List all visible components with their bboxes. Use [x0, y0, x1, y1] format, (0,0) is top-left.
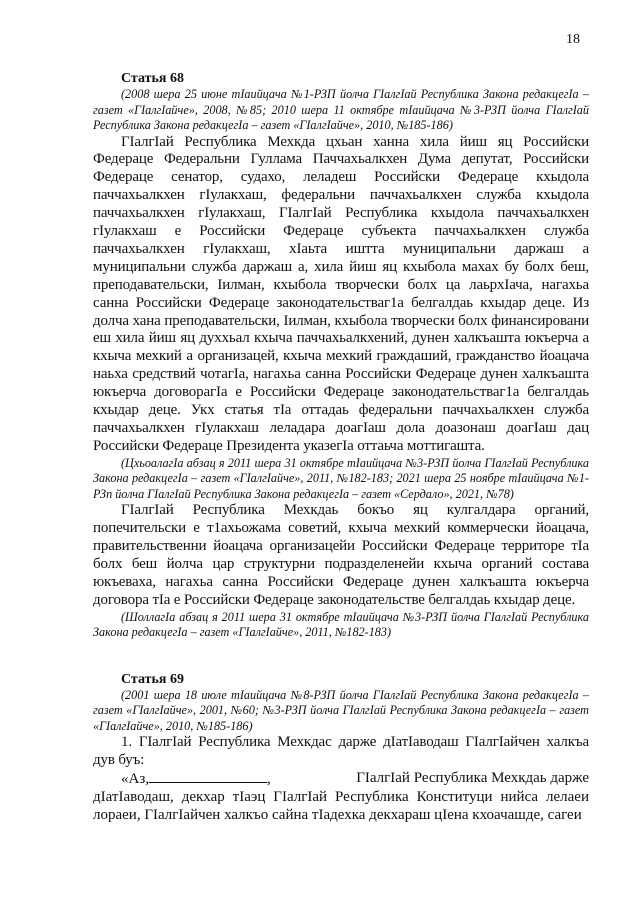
oath-mid: ГӀалгӀай Республика Мехкдаь дарже: [356, 770, 589, 787]
article-68-amendment-note-3: (ШоллагӀа абзац я 2011 шера 31 октябре тӀаийцача №3-РЗП йолча ГӀалгӀай Республика Закона редакцегӀа – газет «ГӀалгӀайче», 2011, №182-183): [93, 609, 589, 640]
oath-name-blank: [149, 770, 267, 783]
oath-first-line: [93, 770, 589, 789]
article-68-amendment-note: (2008 шера 25 июне тӀаийцача №1-РЗП йолча ГӀалгӀай Республика Закона редакцегӀа – газет «ГӀалгӀайче», 2008, №85; 2010 шера 11 октябре тӀаийцача №3-РЗП йолча ГӀалгӀай Республика Закона редакцегӀа – газет «ГӀалгӀайче», 2010, №185-186): [93, 87, 589, 132]
article-68-title: Статья 68: [121, 71, 184, 86]
article-68-paragraph-2: ГӀалгӀай Республика Мехкдаь бокъо яц кулгалдара органий, попечительски е т1ахьожама советий, кхыча мехкий коммерчески йоацача, правительственни йоацача организацейи Российски Федераце территоре тӀа болх беш йолча цар структурни подразделенейи кхыча органий состава юкъеваха, нагахьа санна Российски Федераце дунен халкъашта юкъерча договора тӀа е Российски Федераце законодательстве белгалдаь кхыдар деце.: [93, 502, 589, 608]
article-68-amendment-note-2: (ЦхьоалагӀа абзац я 2011 шера 31 октябре тӀаийцача №3-РЗП йолча ГӀалгӀай Республика Закона редакцегӀа – газет «ГӀалгӀайче», 2011, №182-183; 2021 шера 25 ноябре тӀаийцача №1-РЗп йолча ГӀалгӀай Республика Закона редакцегӀа – газет «Сердало», 2021, №78): [93, 455, 589, 501]
article-69-title: Статья 69: [121, 671, 184, 687]
oath-start: «Аз, ,: [121, 771, 271, 788]
article-69-point-1: 1. ГӀалгӀай Республика Мехкдас дарже дӀатӀаводаш ГӀалгӀайчен халкъа дув буъ:: [93, 734, 589, 769]
article-69-amendment-note: (2001 шера 18 июле тӀаийцача №8-РЗП йолча ГӀалгӀай Республика Закона редакцегӀа – газет «ГӀалгӀайче», 2001, №60; №3-РЗП йолча ГӀалгӀай Республика Закона редакцегӀа – газет «ГӀалгӀайче», 2010, №185-186): [93, 687, 589, 733]
oath-text: дӀатӀаводаш, декхар тӀаэц ГӀалгӀай Республика Конституци нийса лелаеи лораеи, ГӀалгӀайчен халкъо сайна тӀадехка декхараш цӀена кхоачашде, сагеи: [93, 788, 589, 823]
document-body: [93, 70, 589, 825]
page-number: 18: [566, 32, 580, 47]
article-68-paragraph-1: ГӀалгӀай Республика Мехкда цхьан ханна хила йиш яц Российски Федераце Федеральни Гуллама Паччахьалкхен Дума депутат, Российски Федераце сенатор, судахо, леладеш Российски Федераце кхыдола паччахьалкхен гӀулакхаш, федеральни паччахьалкхен служба кхыдола паччахьалкхен гӀулакхаш, ГӀалгӀай Республика кхыдола паччахьалкхен гӀулакхаш е Российски Федераце субъекта паччахьалкхен служба паччахьалкхен гӀулакхаш, хӀаьта иштта муниципальни даржаш а муниципальни служба даржаш а, хила йиш яц кхыбола махах бу болх беш, преподавательски, Ӏилман, кхыбола творчески болх ца лаьрхӀача, нагахьа санна Российски Федераце законодательстваг1а белгалдаь кхыдар деце. Из долча хана преподавательски, Ӏилман, кхыбола творчески болх финансировани еш хила йиш яц духхьал кхыча паччахьалкхений, дунен халкъашта юкъерча а кхыча мехкий а организацей, кхыча мехкий граждаший, гражданство йоацача наьха средствий чотагӀа, нагахьа санна Российски Федераце дунен халкъашта юкъерча договорагӀа е Российски Федераце законодательстваг1а белгалдаь кхыдар деце. Укх статья тӀа оттадаь федеральни паччахьалкхен служба паччахьалкхен гӀулакхаш леладара доагӀаш дола доазонаш доагӀаш дац Российски Федераце Президента указегӀа оттаьча моттигашта.: [93, 133, 589, 454]
